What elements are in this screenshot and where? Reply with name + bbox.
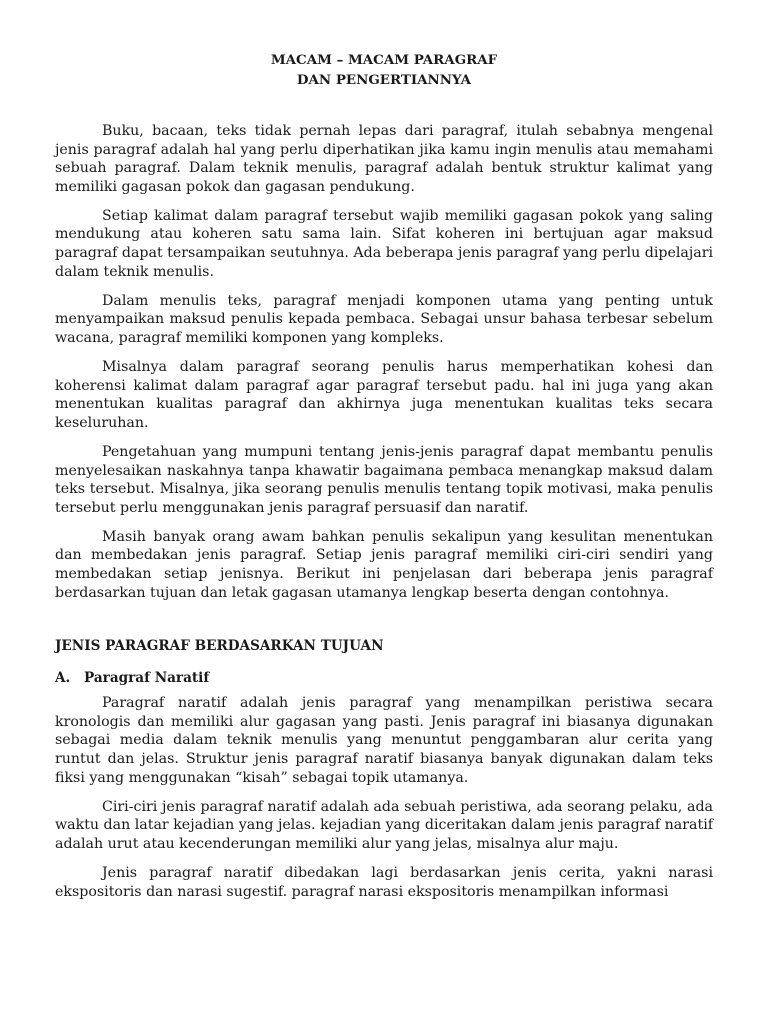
naratif-paragraph: Jenis paragraf naratif dibedakan lagi berdasarkan jenis cerita, yakni narasi ekspositoris dan narasi sugestif. paragraf narasi ekspositoris menampilkan informasi	[55, 864, 713, 900]
naratif-paragraph: Paragraf naratif adalah jenis paragraf yang menampilkan peristiwa secara kronologis dan memiliki alur gagasan yang pasti. Jenis paragraf ini biasanya digunakan sebagai media dalam teknik menulis yang menuntut penggambaran alur cerita yang runtut dan jelas. Struktur jenis paragraf naratif biasanya banyak digunakan dalam teks fiksi yang menggunakan “kisah” sebagai topik utamanya.	[55, 695, 713, 786]
intro-paragraph: Setiap kalimat dalam paragraf tersebut wajib memiliki gagasan pokok yang saling mendukung atau koheren satu sama lain. Sifat koheren ini bertujuan agar maksud paragraf dapat tersampaikan seutuhnya. Ada beberapa jenis paragraf yang perlu dipelajari dalam teknik menulis.	[55, 207, 714, 280]
subsection-title: Paragraf Naratif	[84, 670, 210, 687]
naratif-paragraph: Ciri-ciri jenis paragraf naratif adalah ada sebuah peristiwa, ada seorang pelaku, ada waktu dan latar kejadian yang jelas. kejadian yang diceritakan dalam jenis paragraf naratif adalah urut atau kecenderungan memiliki alur yang jelas, misalnya alur maju.	[55, 798, 713, 852]
section-heading: JENIS PARAGRAF BERDASARKAN TUJUAN	[55, 638, 384, 655]
title-block	[55, 50, 713, 90]
intro-paragraph: Pengetahuan yang mumpuni tentang jenis-jenis paragraf dapat membantu penulis menyelesaikan naskahnya tanpa khawatir bagaimana pembaca menangkap maksud dalam teks tersebut. Misalnya, jika seorang penulis menulis tentang topik motivasi, maka penulis tersebut perlu menggunakan jenis paragraf persuasif dan naratif.	[55, 443, 713, 516]
document-page	[55, 50, 713, 912]
intro-paragraph: Dalam menulis teks, paragraf menjadi komponen utama yang penting untuk menyampaikan maksud penulis kepada pembaca. Sebagai unsur bahasa terbesar sebelum wacana, paragraf memiliki komponen yang kompleks.	[55, 292, 713, 346]
intro-paragraph: Masih banyak orang awam bahkan penulis sekalipun yang kesulitan menentukan dan membedakan jenis paragraf. Setiap jenis paragraf memiliki ciri-ciri sendiri yang membedakan setiap jenisnya. Berikut ini penjelasan dari beberapa jenis paragraf berdasarkan tujuan dan letak gagasan utamanya lengkap beserta dengan contohnya.	[55, 528, 713, 601]
intro-paragraph: Misalnya dalam paragraf seorang penulis harus memperhatikan kohesi dan koherensi kalimat dalam paragraf agar paragraf tersebut padu. hal ini juga yang akan menentukan kualitas paragraf dan akhirnya juga menentukan kualitas teks secara keseluruhan.	[55, 359, 713, 431]
document-title-line-2: DAN PENGERTIANNYA	[296, 72, 472, 88]
intro-paragraph: Buku, bacaan, teks tidak pernah lepas dari paragraf, itulah sebabnya mengenal jenis paragraf adalah hal yang perlu diperhatikan jika kamu ingin menulis atau memahami sebuah paragraf. Dalam teknik menulis, paragraf adalah bentuk struktur kalimat yang memiliki gagasan pokok dan gagasan pendukung.	[55, 123, 713, 195]
subsection-heading	[55, 668, 713, 688]
subsection-letter: A.	[55, 670, 71, 687]
document-title-line-1: MACAM – MACAM PARAGRAF	[270, 52, 498, 68]
